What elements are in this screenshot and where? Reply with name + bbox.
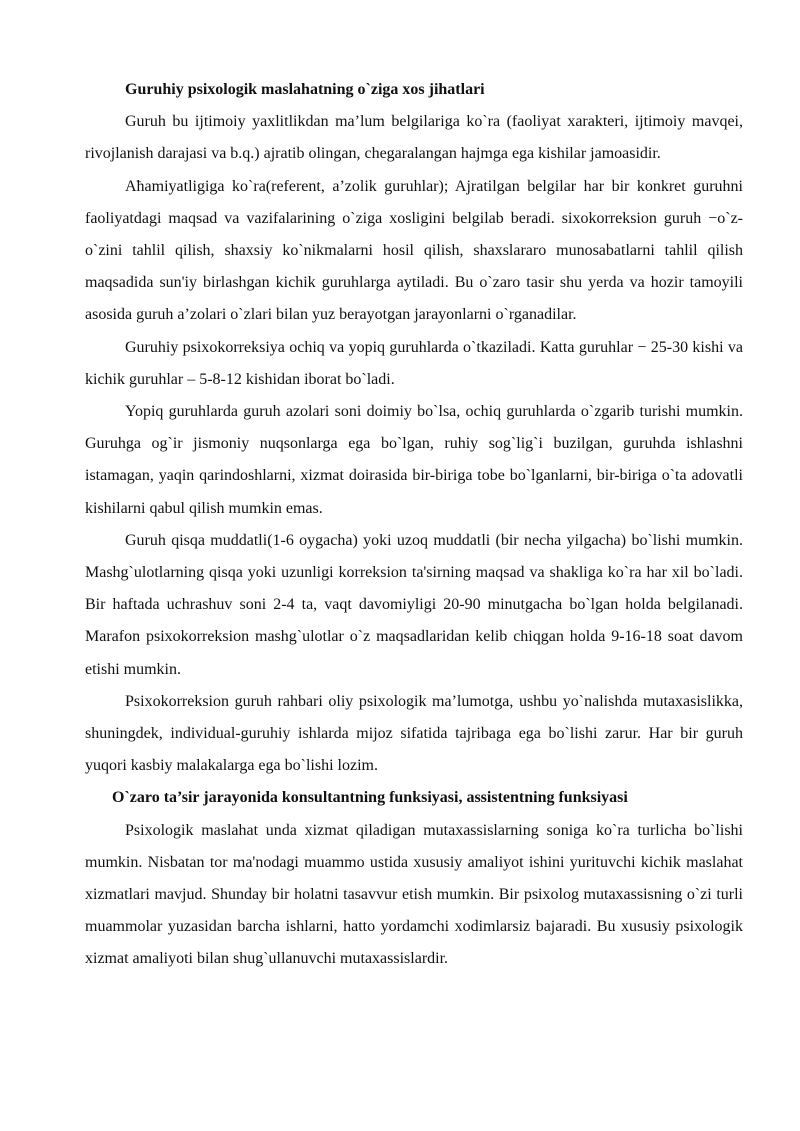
paragraph: Psixologik maslahat unda xizmat qiladigan mutaxassislarning soniga ko`ra turlicha bo`lishi mumkin. Nisbatan tor ma'nodagi muammo ustida xususiy amaliyot ishini yurituvchi kichik maslahat xizmatlari mavjud. Shunday bir holatni tasavvur etish mumkin. Bir psixolog mutaxassisning o`zi turli muammolar yuzasidan barcha ishlarni, hatto yordamchi xodimlarsiz bajaradi. Bu xususiy psixologik xizmat amaliyoti bilan shug`ullanuvchi mutaxassislardir. xyxy=(85,821,743,968)
section-heading-group-counseling: Guruhiy psixologik maslahatning o`ziga xos jihatlari xyxy=(125,81,485,98)
paragraph: Guruh bu ijtimoiy yaxlitlikdan ma’lum belgilariga ko`ra (faoliyat xarakteri, ijtimoiy mavqei, rivojlanish darajasi va b.q.) ajratib olingan, chegaralangan hajmga ega kishilar jamoasidir. xyxy=(85,113,743,163)
paragraph: Psixokorreksion guruh rahbari oliy psixologik ma’lumotga, ushbu yo`nalishda mutaxasislikka, shuningdek, individual-guruhiy ishlarda mijoz sifatida tajribaga ega bo`lishi zarur. Har bir guruh yuqori kasbiy malakalarga ega bo`lishi lozim. xyxy=(85,692,743,775)
paragraph: Guruhiy psixokorreksiya ochiq va yopiq guruhlarda o`tkaziladi. Katta guruhlar − 25-30 kishi va kichik guruhlar – 5-8-12 kishidan iborat bo`ladi. xyxy=(85,338,743,388)
paragraph: Aħamiyatligiga ko`ra(referent, a’zolik guruhlar); Ajratilgan belgilar har bir konkret guruhni faoliyatdagi maqsad va vazifalarining o`ziga xosligini belgilab beradi. sixokorreksion guruh −o`z-o`zini tahlil qilish, shaxsiy ko`nikmalarni hosil qilish, shaxslararo munosabatlarni tahlil qilish maqsadida sun'iy birlashgan kichik guruhlarga aytiladi. Bu o`zaro tasir shu yerda va hozir tamoyili asosida guruh a’zolari o`zlari bilan yuz berayotgan jarayonlarni o`rganadilar. xyxy=(85,177,743,324)
section-heading-consultant-functions: O`zaro ta’sir jarayonida konsultantning funksiyasi, assistentning funksiyasi xyxy=(112,789,628,807)
document-page xyxy=(85,74,743,976)
paragraph: Guruh qisqa muddatli(1-6 oygacha) yoki uzoq muddatli (bir necha yilgacha) bo`lishi mumkin. Mashg`ulotlarning qisqa yoki uzunligi korreksion ta'sirning maqsad va shakliga ko`ra har xil bo`ladi. Bir haftada uchrashuv soni 2-4 ta, vaqt davomiyligi 20-90 minutgacha bo`lgan holda belgilanadi. Marafon psixokorreksion mashg`ulotlar o`z maqsadlaridan kelib chiqgan holda 9-16-18 soat davom etishi mumkin. xyxy=(85,531,743,678)
paragraph: Yopiq guruhlarda guruh azolari soni doimiy bo`lsa, ochiq guruhlarda o`zgarib turishi mumkin. Guruhga og`ir jismoniy nuqsonlarga ega bo`lgan, ruhiy sog`lig`i buzilgan, guruhda ishlashni istamagan, yaqin qarindoshlarni, xizmat doirasida bir-biriga tobe bo`lganlarni, bir-biriga o`ta adovatli kishilarni qabul qilish mumkin emas. xyxy=(85,403,743,517)
